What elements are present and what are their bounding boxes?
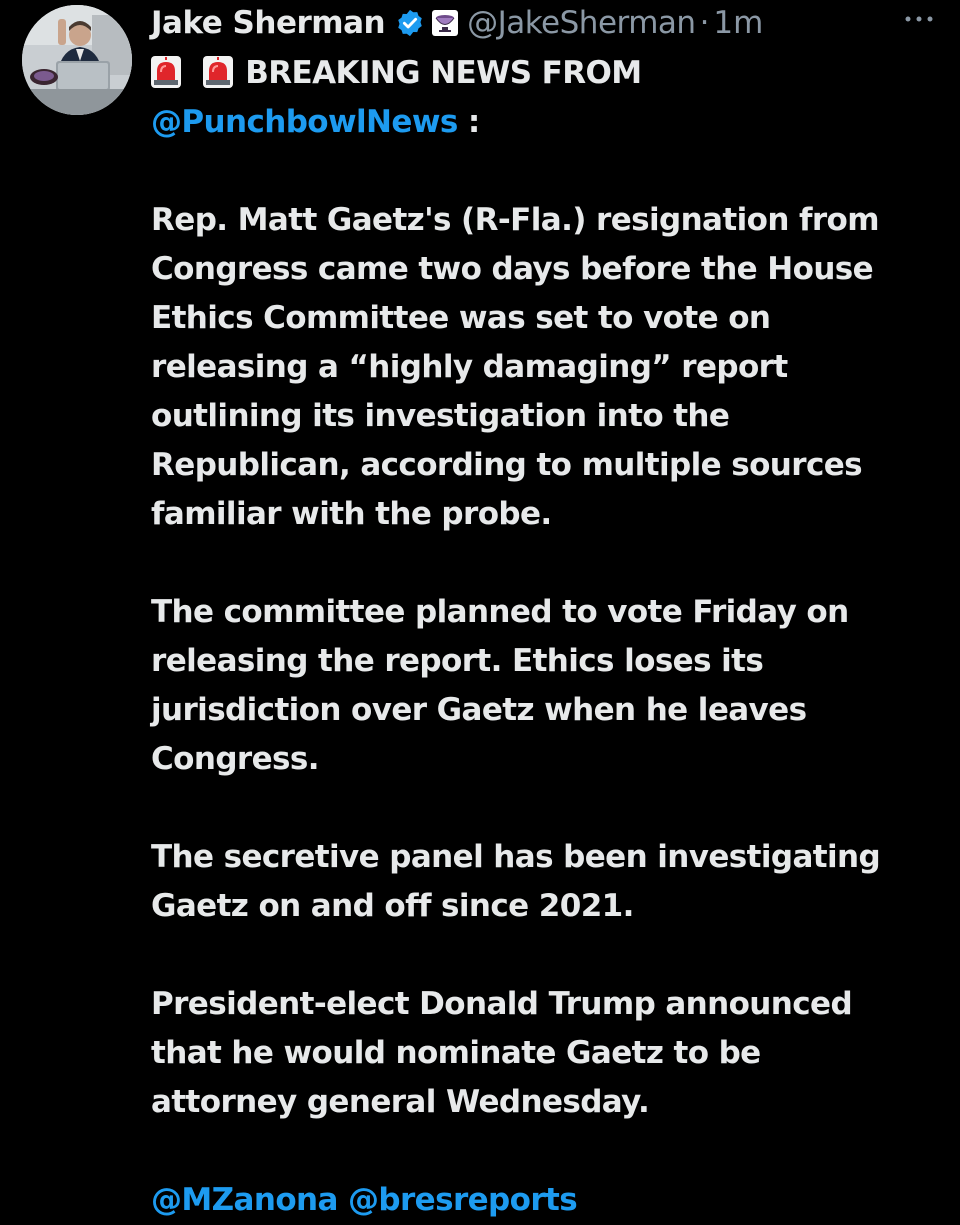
text-line: attorney general Wednesday. bbox=[151, 1084, 650, 1120]
text-line: Rep. Matt Gaetz's (R-Fla.) resignation from bbox=[151, 202, 879, 238]
avatar-photo bbox=[22, 5, 132, 115]
paragraph-gap bbox=[151, 539, 951, 588]
avatar[interactable] bbox=[22, 5, 132, 115]
text-line: Gaetz on and off since 2021. bbox=[151, 888, 634, 924]
timestamp[interactable]: 1m bbox=[713, 5, 764, 41]
paragraph-gap bbox=[151, 931, 951, 980]
verified-badge-icon bbox=[395, 8, 425, 38]
police-siren-icon bbox=[151, 56, 181, 88]
author-name[interactable]: Jake Sherman bbox=[151, 5, 386, 41]
source-suffix: : bbox=[457, 104, 480, 140]
tweet-header bbox=[151, 0, 941, 46]
more-options-icon bbox=[904, 15, 934, 23]
text-line: Congress came two days before the House bbox=[151, 251, 874, 287]
text-line: releasing a “highly damaging” report bbox=[151, 349, 788, 385]
author-handle[interactable]: @JakeSherman bbox=[467, 5, 696, 41]
more-options-button[interactable] bbox=[897, 4, 941, 34]
mention-punchbowlnews[interactable]: @PunchbowlNews bbox=[151, 104, 458, 140]
text-line: that he would nominate Gaetz to be bbox=[151, 1035, 761, 1071]
headline-text: BREAKING NEWS FROM bbox=[245, 55, 642, 91]
paragraph-gap bbox=[151, 1127, 951, 1176]
text-line: releasing the report. Ethics loses its bbox=[151, 643, 764, 679]
text-line: The secretive panel has been investigating bbox=[151, 839, 881, 875]
text-line: Republican, according to multiple sources bbox=[151, 447, 862, 483]
tweet-text bbox=[151, 49, 951, 1225]
police-siren-icon bbox=[203, 56, 233, 88]
text-line: familiar with the probe. bbox=[151, 496, 552, 532]
text-line: Congress. bbox=[151, 741, 319, 777]
mentions-line[interactable]: @MZanona @bresreports bbox=[151, 1182, 578, 1218]
source-line bbox=[151, 98, 951, 147]
separator-dot: · bbox=[699, 5, 710, 41]
text-line: jurisdiction over Gaetz when he leaves bbox=[151, 692, 807, 728]
paragraph-gap bbox=[151, 147, 951, 196]
text-line: Ethics Committee was set to vote on bbox=[151, 300, 771, 336]
paragraph-gap bbox=[151, 784, 951, 833]
headline-line bbox=[151, 49, 951, 98]
text-line: President-elect Donald Trump announced bbox=[151, 986, 853, 1022]
punchbowl-icon bbox=[431, 9, 459, 37]
text-line: outlining its investigation into the bbox=[151, 398, 730, 434]
text-line: The committee planned to vote Friday on bbox=[151, 594, 849, 630]
